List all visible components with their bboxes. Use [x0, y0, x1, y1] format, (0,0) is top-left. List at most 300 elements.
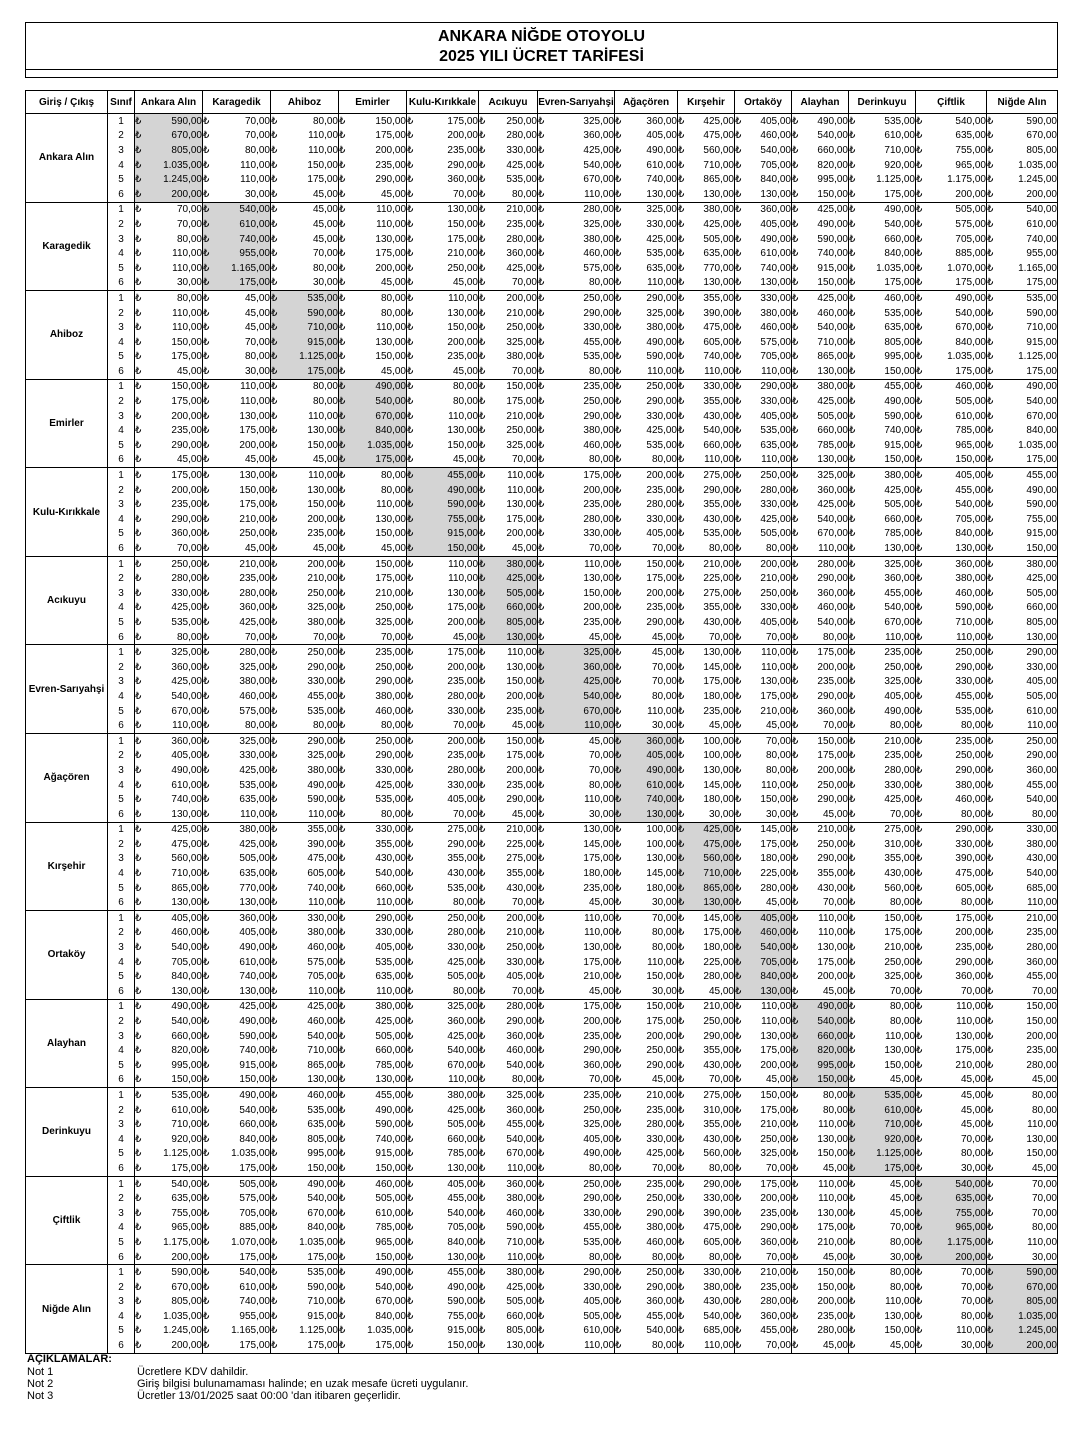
- lira-symbol: ₺: [916, 277, 923, 289]
- fare-amount: 405,00: [171, 750, 202, 762]
- fare-amount: 290,00: [955, 824, 986, 836]
- lira-symbol: ₺: [792, 927, 799, 939]
- fare-cell: [135, 497, 203, 512]
- lira-symbol: ₺: [849, 277, 856, 289]
- fare-cell: [849, 940, 916, 955]
- fare-cell: [916, 1235, 987, 1250]
- fare-cell: [987, 866, 1058, 881]
- lira-symbol: ₺: [678, 1074, 685, 1086]
- fare-cell: [271, 940, 339, 955]
- fare-cell: [339, 158, 407, 173]
- fare-cell: [735, 1029, 792, 1044]
- lira-symbol: ₺: [271, 868, 278, 880]
- lira-symbol: ₺: [916, 425, 923, 437]
- fare-cell: [479, 1161, 538, 1176]
- lira-symbol: ₺: [987, 115, 994, 127]
- lira-symbol: ₺: [203, 1001, 210, 1013]
- fare-amount: 80,00: [380, 470, 406, 482]
- fare-cell: [615, 660, 678, 675]
- fare-cell: [735, 143, 792, 158]
- fare-cell: [271, 1058, 339, 1073]
- fare-cell: [203, 1235, 271, 1250]
- fare-cell: [203, 926, 271, 941]
- fare-amount: 885,00: [239, 1222, 270, 1234]
- fare-amount: 80,00: [244, 144, 270, 156]
- fare-amount: 80,00: [176, 631, 202, 643]
- fare-cell: [678, 1235, 735, 1250]
- fare-cell: [407, 645, 479, 660]
- fare-amount: 330,00: [760, 396, 791, 408]
- fare-amount: 540,00: [1026, 868, 1057, 880]
- fare-cell: [615, 1029, 678, 1044]
- fare-amount: 130,00: [817, 942, 848, 954]
- lira-symbol: ₺: [271, 543, 278, 555]
- table-row: [26, 1014, 1058, 1029]
- fare-cell: [615, 1250, 678, 1265]
- fare-cell: [203, 1191, 271, 1206]
- fare-cell: [615, 158, 678, 173]
- lira-symbol: ₺: [271, 159, 278, 171]
- lira-symbol: ₺: [735, 1059, 742, 1071]
- fare-cell: [203, 1058, 271, 1073]
- fare-cell: [678, 1147, 735, 1162]
- table-row: [26, 291, 1058, 306]
- fare-cell: [339, 881, 407, 896]
- fare-cell: [538, 1058, 615, 1073]
- fare-amount: 175,00: [817, 1222, 848, 1234]
- fare-cell: [339, 512, 407, 527]
- lira-symbol: ₺: [538, 1016, 545, 1028]
- lira-symbol: ₺: [203, 159, 210, 171]
- fare-cell: [678, 1280, 735, 1295]
- lira-symbol: ₺: [735, 750, 742, 762]
- fare-amount: 590,00: [307, 1281, 338, 1293]
- fare-amount: 70,00: [588, 543, 614, 555]
- fare-cell: [203, 999, 271, 1014]
- lira-symbol: ₺: [538, 1222, 545, 1234]
- lira-symbol: ₺: [339, 1310, 346, 1322]
- lira-symbol: ₺: [849, 307, 856, 319]
- fare-amount: 325,00: [817, 470, 848, 482]
- fare-amount: 670,00: [171, 1281, 202, 1293]
- fare-cell: [849, 911, 916, 926]
- fare-cell: [792, 1043, 849, 1058]
- fare-amount: 540,00: [171, 1178, 202, 1190]
- fare-cell: [792, 984, 849, 999]
- lira-symbol: ₺: [615, 204, 622, 216]
- fare-amount: 355,00: [703, 292, 734, 304]
- lira-symbol: ₺: [792, 439, 799, 451]
- lira-symbol: ₺: [407, 927, 414, 939]
- fare-cell: [987, 306, 1058, 321]
- lira-symbol: ₺: [339, 1045, 346, 1057]
- fare-amount: 235,00: [307, 528, 338, 540]
- vehicle-class: 3: [108, 1206, 135, 1221]
- lira-symbol: ₺: [538, 277, 545, 289]
- fare-cell: [203, 1176, 271, 1191]
- lira-symbol: ₺: [615, 764, 622, 776]
- fare-amount: 150,00: [817, 1281, 848, 1293]
- fare-amount: 560,00: [703, 853, 734, 865]
- fare-cell: [479, 217, 538, 232]
- fare-cell: [987, 1235, 1058, 1250]
- fare-cell: [407, 926, 479, 941]
- fare-amount: 175,00: [375, 454, 406, 466]
- fare-cell: [479, 881, 538, 896]
- fare-cell: [615, 763, 678, 778]
- lira-symbol: ₺: [407, 1074, 414, 1086]
- fare-cell: [479, 837, 538, 852]
- fare-cell: [678, 704, 735, 719]
- lira-symbol: ₺: [987, 292, 994, 304]
- fare-cell: [271, 763, 339, 778]
- fare-cell: [339, 955, 407, 970]
- lira-symbol: ₺: [203, 1045, 210, 1057]
- lira-symbol: ₺: [339, 277, 346, 289]
- lira-symbol: ₺: [735, 1162, 742, 1174]
- lira-symbol: ₺: [203, 587, 210, 599]
- fare-amount: 210,00: [646, 1089, 677, 1101]
- fare-cell: [271, 984, 339, 999]
- fare-amount: 995,00: [307, 1148, 338, 1160]
- fare-amount: 45,00: [244, 292, 270, 304]
- fare-cell: [849, 114, 916, 129]
- fare-cell: [735, 1324, 792, 1339]
- fare-cell: [916, 379, 987, 394]
- lira-symbol: ₺: [203, 912, 210, 924]
- fare-amount: 490,00: [1026, 381, 1057, 393]
- fare-amount: 200,00: [506, 912, 537, 924]
- fare-amount: 325,00: [884, 558, 915, 570]
- lira-symbol: ₺: [735, 1148, 742, 1160]
- fare-cell: [792, 1324, 849, 1339]
- fare-amount: 150,00: [884, 365, 915, 377]
- fare-cell: [203, 1043, 271, 1058]
- fare-cell: [987, 689, 1058, 704]
- fare-cell: [615, 940, 678, 955]
- fare-cell: [792, 1309, 849, 1324]
- fare-cell: [538, 763, 615, 778]
- lira-symbol: ₺: [271, 690, 278, 702]
- fare-amount: 290,00: [1026, 647, 1057, 659]
- fare-cell: [735, 379, 792, 394]
- fare-amount: 425,00: [817, 396, 848, 408]
- fare-amount: 710,00: [307, 1045, 338, 1057]
- table-row: [26, 114, 1058, 129]
- fare-amount: 290,00: [583, 410, 614, 422]
- fare-cell: [339, 187, 407, 202]
- lira-symbol: ₺: [849, 573, 856, 585]
- fare-amount: 380,00: [817, 381, 848, 393]
- lira-symbol: ₺: [203, 647, 210, 659]
- lira-symbol: ₺: [987, 513, 994, 525]
- fare-cell: [135, 1265, 203, 1280]
- fare-cell: [792, 158, 849, 173]
- fare-amount: 380,00: [646, 1222, 677, 1234]
- lira-symbol: ₺: [916, 233, 923, 245]
- fare-amount: 110,00: [507, 1162, 537, 1174]
- fare-amount: 805,00: [171, 144, 202, 156]
- fare-amount: 250,00: [703, 1016, 734, 1028]
- fare-amount: 110,00: [448, 1074, 478, 1086]
- fare-amount: 110,00: [376, 499, 406, 511]
- fare-cell: [735, 246, 792, 261]
- lira-symbol: ₺: [135, 1001, 142, 1013]
- fare-amount: 130,00: [375, 336, 406, 348]
- fare-cell: [615, 1132, 678, 1147]
- fare-amount: 290,00: [646, 1281, 677, 1293]
- fare-amount: 110,00: [584, 927, 614, 939]
- lira-symbol: ₺: [407, 1059, 414, 1071]
- fare-amount: 80,00: [765, 543, 791, 555]
- lira-symbol: ₺: [203, 882, 210, 894]
- column-header: Kulu-Kırıkkale: [407, 91, 479, 114]
- fare-amount: 100,00: [646, 824, 677, 836]
- fare-amount: 660,00: [171, 1030, 202, 1042]
- fare-amount: 290,00: [583, 1193, 614, 1205]
- lira-symbol: ₺: [916, 1296, 923, 1308]
- fare-cell: [916, 586, 987, 601]
- lira-symbol: ₺: [407, 690, 414, 702]
- fare-amount: 130,00: [506, 661, 537, 673]
- fare-amount: 175,00: [583, 853, 614, 865]
- fare-amount: 175,00: [375, 130, 406, 142]
- fare-cell: [538, 837, 615, 852]
- lira-symbol: ₺: [735, 144, 742, 156]
- lira-symbol: ₺: [339, 484, 346, 496]
- table-row: [26, 895, 1058, 910]
- lira-symbol: ₺: [407, 602, 414, 614]
- fare-amount: 740,00: [171, 794, 202, 806]
- fare-amount: 130,00: [171, 985, 202, 997]
- fare-amount: 130,00: [375, 1074, 406, 1086]
- lira-symbol: ₺: [615, 794, 622, 806]
- gate-name: Emirler: [26, 379, 108, 468]
- fare-amount: 110,00: [376, 985, 406, 997]
- lira-symbol: ₺: [407, 1222, 414, 1234]
- lira-symbol: ₺: [916, 365, 923, 377]
- lira-symbol: ₺: [135, 454, 142, 466]
- fare-cell: [339, 394, 407, 409]
- table-row: [26, 556, 1058, 571]
- fare-cell: [849, 527, 916, 542]
- lira-symbol: ₺: [538, 159, 545, 171]
- fare-amount: 80,00: [588, 277, 614, 289]
- lira-symbol: ₺: [678, 1016, 685, 1028]
- lira-symbol: ₺: [407, 410, 414, 422]
- fare-cell: [735, 556, 792, 571]
- fare-cell: [538, 364, 615, 379]
- fare-cell: [407, 749, 479, 764]
- lira-symbol: ₺: [271, 130, 278, 142]
- fare-cell: [987, 114, 1058, 129]
- fare-cell: [916, 394, 987, 409]
- table-row: [26, 143, 1058, 158]
- fare-amount: 405,00: [646, 130, 677, 142]
- lira-symbol: ₺: [479, 307, 486, 319]
- lira-symbol: ₺: [271, 307, 278, 319]
- fare-amount: 235,00: [583, 381, 614, 393]
- fare-amount: 280,00: [447, 927, 478, 939]
- column-header: Evren-Sarıyahşi: [538, 91, 615, 114]
- fare-cell: [203, 1295, 271, 1310]
- note-key: Not 2: [27, 1378, 54, 1390]
- lira-symbol: ₺: [479, 573, 486, 585]
- fare-cell: [849, 438, 916, 453]
- fare-cell: [538, 615, 615, 630]
- lira-symbol: ₺: [203, 808, 210, 820]
- fare-cell: [916, 143, 987, 158]
- fare-cell: [849, 379, 916, 394]
- fare-cell: [538, 586, 615, 601]
- fare-amount: 660,00: [884, 513, 915, 525]
- fare-amount: 110,00: [172, 720, 202, 732]
- fare-amount: 110,00: [584, 720, 614, 732]
- fare-amount: 755,00: [955, 144, 986, 156]
- fare-amount: 200,00: [447, 661, 478, 673]
- fare-amount: 280,00: [506, 233, 537, 245]
- fare-amount: 915,00: [239, 1059, 270, 1071]
- fare-amount: 490,00: [307, 779, 338, 791]
- fare-amount: 430,00: [884, 868, 915, 880]
- lira-symbol: ₺: [538, 1074, 545, 1086]
- fare-cell: [479, 1103, 538, 1118]
- fare-cell: [538, 291, 615, 306]
- fare-amount: 70,00: [312, 248, 338, 260]
- fare-cell: [792, 291, 849, 306]
- lira-symbol: ₺: [987, 838, 994, 850]
- fare-cell: [849, 601, 916, 616]
- fare-cell: [271, 217, 339, 232]
- fare-amount: 575,00: [239, 705, 270, 717]
- lira-symbol: ₺: [916, 322, 923, 334]
- lira-symbol: ₺: [479, 587, 486, 599]
- fare-amount: 840,00: [884, 248, 915, 260]
- vehicle-class: 2: [108, 306, 135, 321]
- lira-symbol: ₺: [479, 439, 486, 451]
- fare-cell: [987, 556, 1058, 571]
- lira-symbol: ₺: [849, 1089, 856, 1101]
- fare-cell: [849, 881, 916, 896]
- fare-cell: [615, 969, 678, 984]
- lira-symbol: ₺: [792, 262, 799, 274]
- fare-cell: [339, 586, 407, 601]
- fare-amount: 425,00: [646, 425, 677, 437]
- fare-cell: [479, 1117, 538, 1132]
- lira-symbol: ₺: [916, 174, 923, 186]
- fare-amount: 280,00: [760, 882, 791, 894]
- fare-cell: [792, 749, 849, 764]
- lira-symbol: ₺: [678, 676, 685, 688]
- lira-symbol: ₺: [479, 927, 486, 939]
- lira-symbol: ₺: [735, 573, 742, 585]
- fare-amount: 405,00: [646, 750, 677, 762]
- fare-cell: [735, 792, 792, 807]
- fare-cell: [735, 483, 792, 498]
- lira-symbol: ₺: [339, 322, 346, 334]
- lira-symbol: ₺: [339, 307, 346, 319]
- fare-cell: [407, 453, 479, 468]
- fare-cell: [735, 232, 792, 247]
- lira-symbol: ₺: [849, 262, 856, 274]
- fare-cell: [271, 379, 339, 394]
- lira-symbol: ₺: [203, 897, 210, 909]
- fare-cell: [271, 1324, 339, 1339]
- lira-symbol: ₺: [271, 956, 278, 968]
- fare-cell: [615, 1206, 678, 1221]
- fare-amount: 710,00: [703, 159, 734, 171]
- fare-amount: 360,00: [583, 661, 614, 673]
- fare-amount: 175,00: [307, 1340, 338, 1352]
- fare-cell: [271, 1132, 339, 1147]
- vehicle-class: 6: [108, 630, 135, 645]
- fare-cell: [203, 350, 271, 365]
- lira-symbol: ₺: [849, 336, 856, 348]
- fare-amount: 330,00: [646, 410, 677, 422]
- table-row: [26, 379, 1058, 394]
- fare-amount: 685,00: [703, 1325, 734, 1337]
- fare-amount: 430,00: [703, 1059, 734, 1071]
- fare-cell: [987, 837, 1058, 852]
- lira-symbol: ₺: [916, 439, 923, 451]
- lira-symbol: ₺: [792, 336, 799, 348]
- fare-amount: 405,00: [239, 927, 270, 939]
- fare-amount: 540,00: [646, 1325, 677, 1337]
- fare-amount: 45,00: [244, 322, 270, 334]
- fare-cell: [203, 438, 271, 453]
- lira-symbol: ₺: [407, 838, 414, 850]
- fare-cell: [987, 468, 1058, 483]
- gate-name: Ağaçören: [26, 733, 108, 822]
- lira-symbol: ₺: [479, 1074, 486, 1086]
- fare-amount: 405,00: [583, 1296, 614, 1308]
- fare-amount: 175,00: [817, 956, 848, 968]
- fare-amount: 200,00: [171, 1251, 202, 1263]
- lira-symbol: ₺: [538, 470, 545, 482]
- fare-cell: [339, 527, 407, 542]
- fare-amount: 110,00: [448, 558, 478, 570]
- lira-symbol: ₺: [849, 942, 856, 954]
- lira-symbol: ₺: [849, 824, 856, 836]
- fare-amount: 200,00: [760, 558, 791, 570]
- fare-cell: [916, 1117, 987, 1132]
- table-row: [26, 969, 1058, 984]
- fare-cell: [987, 246, 1058, 261]
- fare-amount: 915,00: [884, 439, 915, 451]
- fare-amount: 130,00: [447, 204, 478, 216]
- fare-amount: 1.035,00: [1018, 159, 1057, 171]
- fare-amount: 110,00: [818, 912, 848, 924]
- lira-symbol: ₺: [135, 322, 142, 334]
- lira-symbol: ₺: [849, 365, 856, 377]
- fare-cell: [678, 468, 735, 483]
- fare-amount: 425,00: [375, 1016, 406, 1028]
- fare-amount: 250,00: [506, 115, 537, 127]
- fare-amount: 45,00: [380, 365, 406, 377]
- fare-cell: [987, 1324, 1058, 1339]
- lira-symbol: ₺: [203, 115, 210, 127]
- fare-amount: 330,00: [760, 499, 791, 511]
- fare-amount: 460,00: [760, 322, 791, 334]
- column-header: Kırşehir: [678, 91, 735, 114]
- fare-amount: 380,00: [375, 690, 406, 702]
- fare-cell: [615, 866, 678, 881]
- lira-symbol: ₺: [615, 1193, 622, 1205]
- fare-amount: 45,00: [651, 647, 677, 659]
- lira-symbol: ₺: [203, 956, 210, 968]
- fare-cell: [203, 1324, 271, 1339]
- fare-amount: 455,00: [884, 381, 915, 393]
